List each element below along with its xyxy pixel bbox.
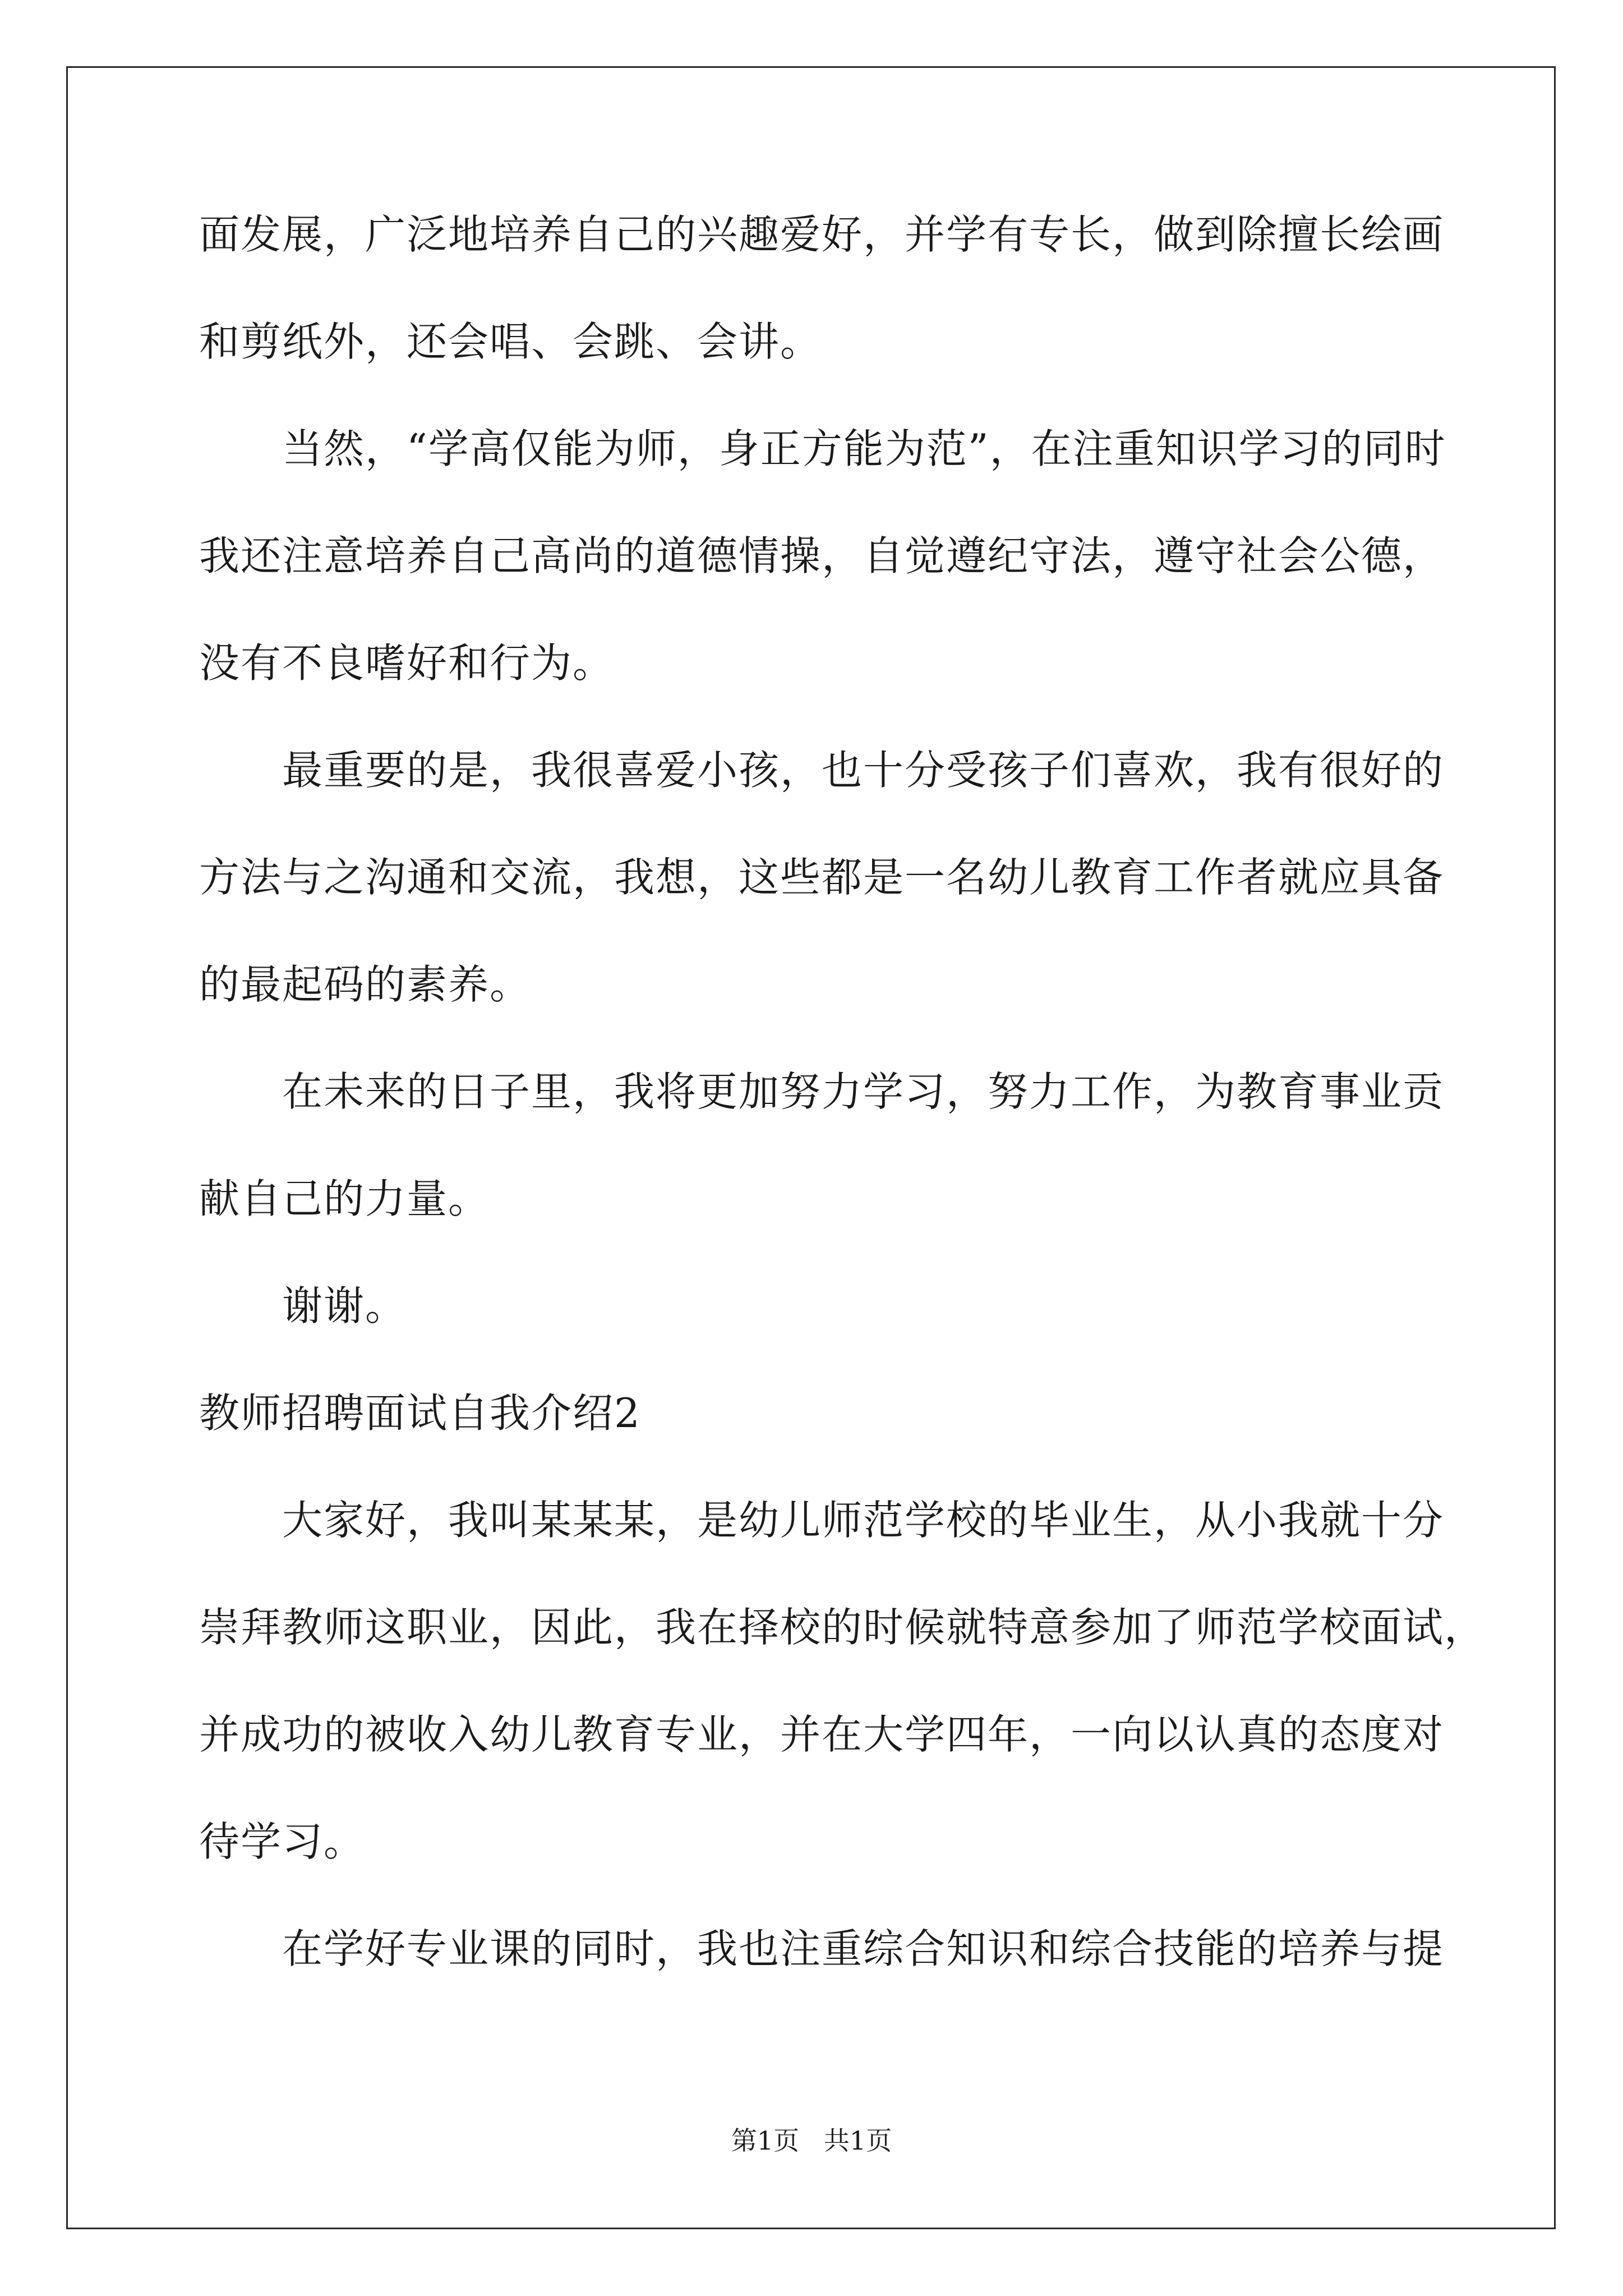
text-line: 和剪纸外，还会唱、会跳、会讲。 xyxy=(199,318,822,365)
text-line: 的最起码的素养。 xyxy=(199,961,532,1008)
text-line: 崇拜教师这职业，因此，我在择校的时候就特意参加了师范学校面试， xyxy=(199,1604,1486,1651)
paragraph-start: 最重要的是，我很喜爱小孩，也十分受孩子们喜欢，我有很好的 xyxy=(282,747,1445,794)
paragraph-start: 大家好，我叫某某某，是幼儿师范学校的毕业生，从小我就十分 xyxy=(282,1497,1445,1544)
text-line: 献自己的力量。 xyxy=(199,1175,490,1222)
text-line: 没有不良嗜好和行为。 xyxy=(199,639,615,687)
paragraph-start: 在学好专业课的同时，我也注重综合知识和综合技能的培养与提 xyxy=(282,1925,1445,1972)
paragraph-start: 谢谢。 xyxy=(282,1282,407,1329)
text-line: 我还注意培养自己高尚的道德情操，自觉遵纪守法，遵守社会公德， xyxy=(199,532,1445,579)
paragraph-start: 当然，“学高仅能为师，身正方能为范”，在注重知识学习的同时 xyxy=(282,425,1446,472)
text-line: 面发展，广泛地培养自己的兴趣爱好，并学有专长，做到除擅长绘画 xyxy=(199,211,1445,258)
document-body xyxy=(199,208,1486,1976)
page-footer: 第1页 共1页 xyxy=(731,2125,892,2156)
text-line: 方法与之沟通和交流，我想，这些都是一名幼儿教育工作者就应具备 xyxy=(199,854,1445,901)
text-line: 待学习。 xyxy=(199,1818,366,1865)
section-heading: 教师招聘面试自我介绍2 xyxy=(199,1389,641,1437)
paragraph-start: 在未来的日子里，我将更加努力学习，努力工作，为教育事业贡 xyxy=(282,1068,1445,1115)
text-line: 并成功的被收入幼儿教育专业，并在大学四年，一向以认真的态度对 xyxy=(199,1711,1445,1758)
